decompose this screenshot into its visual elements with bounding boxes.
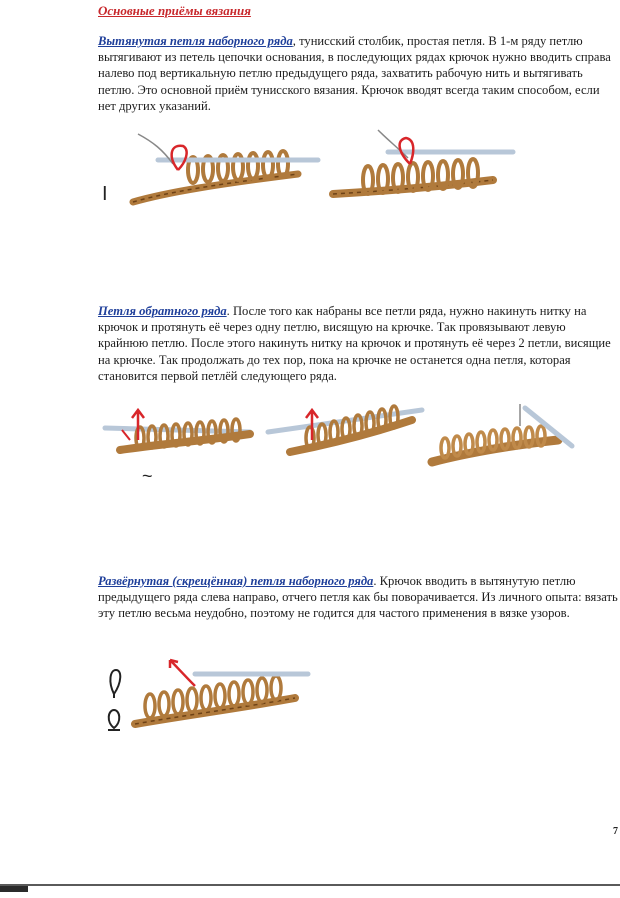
section-2-text: . После того как набраны все петли ряда, нужно накинуть нитку на крючок и протянуть её через одну петлю, висящую на крючке. Так провязывают левую крайнюю петлю. После этого накинуть нитку на крючок и протянуть её через 2 петли, висящие на крючке. Так продолжать до тех пор, пока на крючке не останется одна петля, которая становится первой петлёй следующего ряда. (98, 304, 611, 383)
section-3-paragraph (98, 573, 618, 622)
section-2-term: Петля обратного ряда (98, 304, 227, 318)
knitting-sample-1a (133, 134, 318, 202)
page-number: 7 (613, 826, 618, 837)
knitting-sample-2c (432, 404, 572, 462)
section-3-text: . Крючок вводить в вытянутую петлю предыдущего ряда слева направо, отчего петля как бы поворачивается. Из личного опыта: вязать эту петлю весьма неудобно, поэтому не годится для частого применения в вязке узоров. (98, 574, 618, 621)
knitting-sample-1b (333, 130, 513, 194)
page-title: Основные приёмы вязания (98, 3, 251, 18)
section-2-paragraph (98, 303, 618, 384)
scan-corner-mark (0, 886, 28, 892)
figure-1-label: I (102, 183, 108, 205)
section-3-term: Развёрнутая (скрещённая) петля наборного ряда (98, 574, 374, 588)
loop-symbol (108, 670, 120, 730)
section-1-text: , тунисский столбик, простая петля. В 1-м ряду петлю вытягивают из петель цепочки основания, в последующих рядах крючок нужно вводить справа налево под вертикальную петлю предыдущего ряда, захватить рабочую нить и вытягивать петлю. Это основной приём тунисского вязания. Крючок вводят всегда таким способом, если нет других указаний. (98, 34, 611, 113)
section-1-term: Вытянутая петля наборного ряда (98, 34, 293, 48)
figure-3-illustration (100, 652, 330, 734)
knitting-sample-2a (105, 410, 250, 450)
knitting-sample-3 (135, 660, 308, 724)
section-1-paragraph (98, 33, 618, 114)
figure-1-illustration (98, 122, 528, 212)
arrow-icon (170, 660, 195, 686)
figure-2-label: ~ (142, 466, 153, 485)
scan-edge-line (0, 884, 620, 886)
knitting-sample-2b (268, 406, 422, 452)
figure-2-illustration (100, 400, 580, 485)
